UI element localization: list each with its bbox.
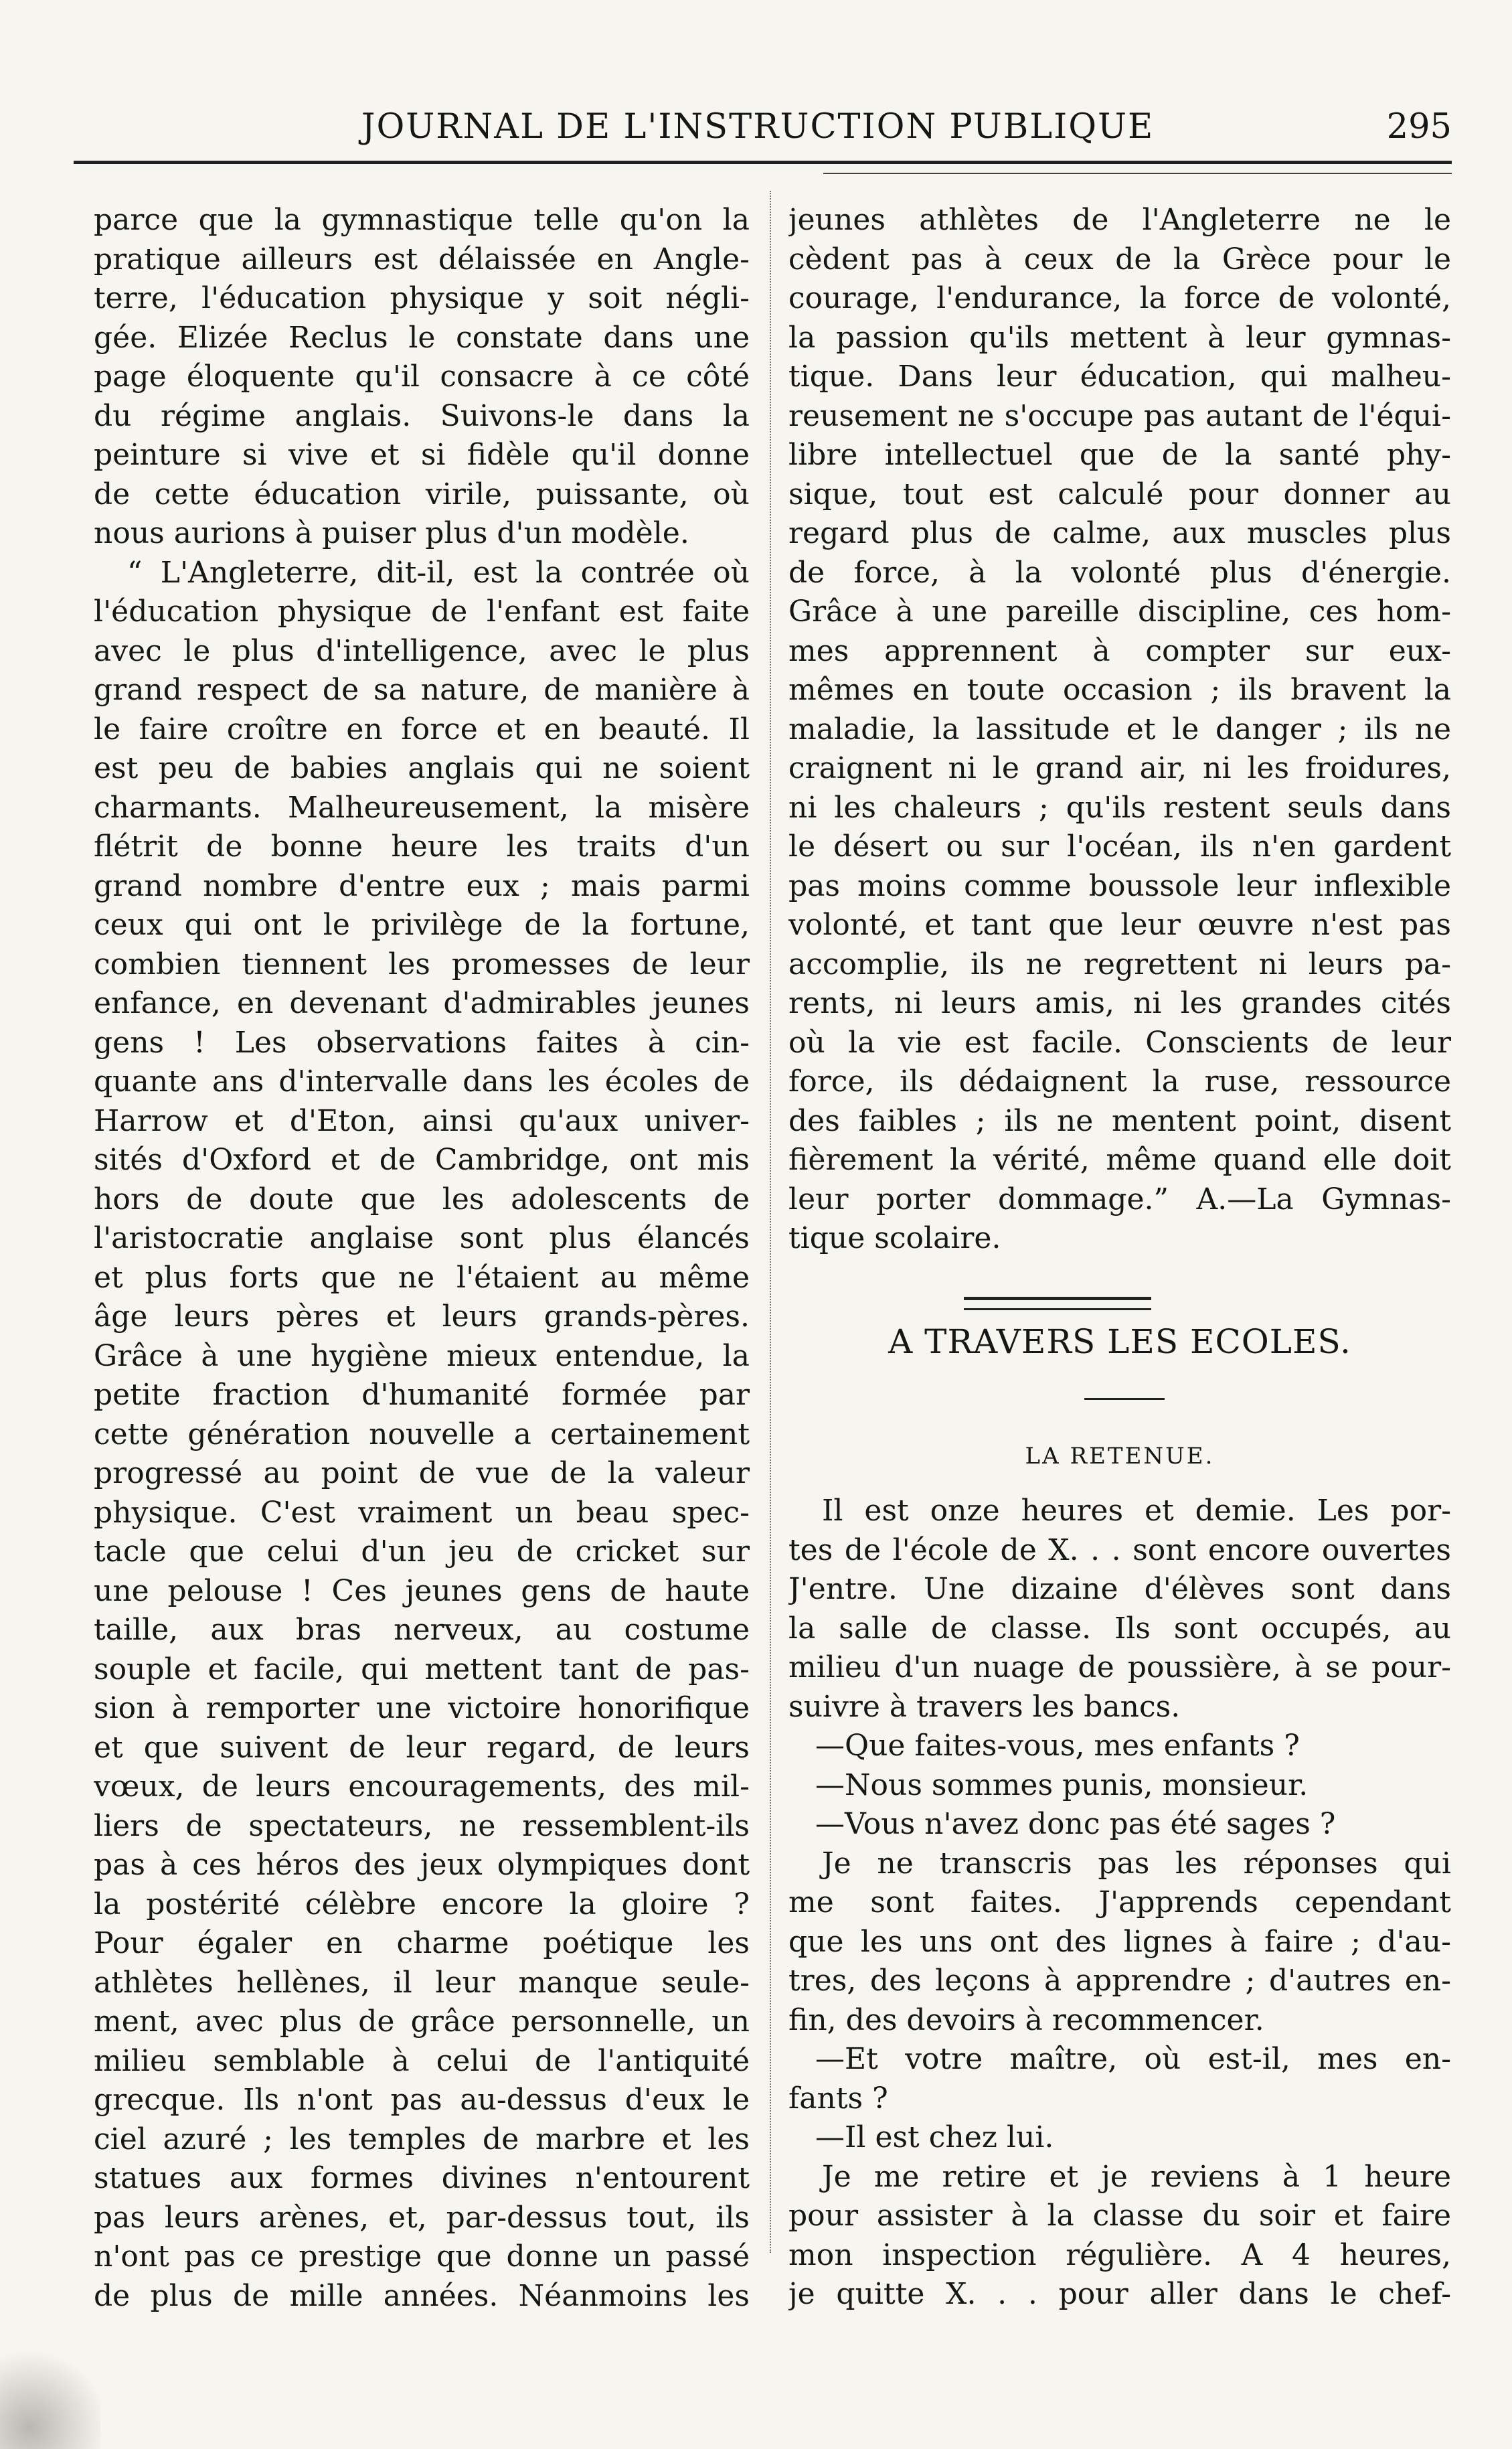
text-line: sique, tout est calculé pour donner au	[788, 477, 1451, 511]
left-column	[94, 201, 750, 2316]
text-line: des faibles ; ils ne mentent point, disent	[788, 1103, 1451, 1138]
text-line: fin, des devoirs à recommencer.	[788, 2002, 1264, 2037]
text-line: page éloquente qu'il consacre à ce côté	[94, 360, 750, 394]
text-line: le désert ou sur l'océan, ils n'en gardent	[788, 830, 1451, 864]
text-line: souple et facile, qui mettent tant de pas-	[94, 1652, 750, 1686]
text-line: cèdent pas à ceux de la Grèce pour le	[788, 242, 1451, 276]
text-line: pas à ces héros des jeux olympiques dont	[94, 1848, 750, 1882]
text-line: sités d'Oxford et de Cambridge, ont mis	[94, 1143, 750, 1177]
text-line: gens ! Les observations faites à cin-	[94, 1025, 750, 1060]
text-line: enfance, en devenant d'admirables jeunes	[94, 986, 750, 1020]
text-line: fants ?	[788, 2081, 888, 2116]
page-stain	[0, 2342, 100, 2449]
text-line: le faire croître en force et en beauté. Il	[94, 712, 750, 746]
text-line: quante ans d'intervalle dans les écoles de	[94, 1064, 750, 1099]
text-line: tres, des leçons à apprendre ; d'autres en-	[788, 1964, 1451, 1998]
text-line: pour assister à la classe du soir et faire	[788, 2199, 1451, 2233]
text-line: gée. Elizée Reclus le constate dans une	[94, 320, 750, 355]
text-line: me sont faites. J'apprends cependant	[788, 1885, 1451, 1919]
text-line: petite fraction d'humanité formée par	[94, 1378, 750, 1412]
text-line: mes apprennent à compter sur eux-	[788, 633, 1451, 668]
text-line: grand respect de sa nature, de manière à	[94, 673, 750, 707]
text-line: pratique ailleurs est délaissée en Angle-	[94, 242, 750, 276]
text-line: Grâce à une pareille discipline, ces hom-	[788, 595, 1451, 629]
text-line: n'ont pas ce prestige que donne un passé	[94, 2239, 750, 2274]
page-number: 295	[1386, 107, 1452, 147]
text-line: ni les chaleurs ; qu'ils restent seuls dans	[788, 790, 1451, 825]
column-divider	[770, 191, 771, 2253]
text-line: et plus forts que ne l'étaient au même	[94, 1260, 750, 1295]
text-line: force, ils dédaignent la ruse, ressource	[788, 1064, 1451, 1099]
section-title: A TRAVERS LES ECOLES.	[888, 1322, 1351, 1361]
text-line: la passion qu'ils mettent à leur gymnas-	[788, 320, 1451, 355]
text-line: —Vous n'avez donc pas été sages ?	[815, 1807, 1336, 1841]
text-line: ment, avec plus de grâce personnelle, un	[94, 2004, 750, 2039]
text-line: terre, l'éducation physique y soit négli-	[94, 281, 750, 315]
text-line: —Que faites-vous, mes enfants ?	[815, 1729, 1300, 1763]
text-line: Je ne transcris pas les réponses qui	[822, 1846, 1451, 1881]
text-line: la salle de classe. Ils sont occupés, au	[788, 1611, 1451, 1646]
text-line: —Il est chez lui.	[815, 2120, 1054, 2154]
text-line: athlètes hellènes, il leur manque seule-	[94, 1965, 750, 2000]
text-line: flétrit de bonne heure les traits d'un	[94, 830, 750, 864]
header-rule-thin	[823, 173, 1452, 174]
text-line: tes de l'école de X. . . sont encore ouvertes	[788, 1532, 1451, 1567]
text-line: craignent ni le grand air, ni les froidures,	[788, 751, 1451, 785]
text-line: vœux, de leurs encouragements, des mil-	[94, 1769, 750, 1804]
text-line: hors de doute que les adolescents de	[94, 1182, 750, 1216]
text-line: milieu d'un nuage de poussière, à se pour-	[788, 1650, 1451, 1684]
text-line: milieu semblable à celui de l'antiquité	[94, 2043, 750, 2078]
text-line: grand nombre d'entre eux ; mais parmi	[94, 868, 750, 903]
text-line: avec le plus d'intelligence, avec le plus	[94, 633, 750, 668]
text-line: Grâce à une hygiène mieux entendue, la	[94, 1338, 750, 1373]
right-column-top	[788, 201, 1451, 1259]
text-line: de force, à la volonté plus d'énergie.	[788, 555, 1451, 590]
text-line: jeunes athlètes de l'Angleterre ne le	[788, 203, 1451, 237]
text-line: reusement ne s'occupe pas autant de l'équi-	[788, 398, 1451, 433]
page-header	[87, 100, 1452, 161]
text-line: suivre à travers les bancs.	[788, 1689, 1181, 1724]
right-column-bottom	[788, 1492, 1451, 2314]
text-line: fièrement la vérité, même quand elle doit	[788, 1143, 1451, 1177]
section-subtitle: LA RETENUE.	[1025, 1443, 1215, 1470]
text-line: charmants. Malheureusement, la misère	[94, 790, 750, 825]
text-line: tique. Dans leur éducation, qui malheu-	[788, 360, 1451, 394]
text-line: grecque. Ils n'ont pas au-dessus d'eux le	[94, 2083, 750, 2117]
text-line: tique scolaire.	[788, 1221, 1001, 1255]
header-rule	[74, 161, 1452, 164]
text-line: J'entre. Une dizaine d'élèves sont dans	[788, 1572, 1451, 1606]
section-title-rule	[1084, 1398, 1165, 1400]
text-line: pas moins comme boussole leur inflexible	[788, 868, 1451, 903]
text-line: de cette éducation virile, puissante, où	[94, 477, 750, 511]
text-line: où la vie est facile. Conscients de leur	[788, 1025, 1451, 1060]
text-line: accomplie, ils ne regrettent ni leurs pa-	[788, 947, 1451, 981]
text-line: volonté, et tant que leur œuvre n'est pas	[788, 908, 1451, 942]
text-line: que les uns ont des lignes à faire ; d'au-	[788, 1924, 1451, 1959]
text-line: de plus de mille années. Néanmoins les	[94, 2278, 750, 2313]
text-line: —Nous sommes punis, monsieur.	[815, 1767, 1309, 1802]
text-line: maladie, la lassitude et le danger ; ils ne	[788, 712, 1451, 746]
text-line: je quitte X. . . pour aller dans le chef-	[788, 2277, 1451, 2311]
text-line: mêmes en toute occasion ; ils bravent la	[788, 673, 1451, 707]
text-line: pas leurs arènes, et, par-dessus tout, ils	[94, 2200, 750, 2235]
text-line: l'éducation physique de l'enfant est faite	[94, 595, 750, 629]
text-line: nous aurions à puiser plus d'un modèle.	[94, 516, 689, 550]
text-line: âge leurs pères et leurs grands-pères.	[94, 1299, 750, 1334]
text-line: ciel azuré ; les temples de marbre et les	[94, 2122, 750, 2156]
text-line: ceux qui ont le privilège de la fortune,	[94, 908, 750, 942]
text-line: Pour égaler en charme poétique les	[94, 1926, 750, 1960]
text-line: une pelouse ! Ces jeunes gens de haute	[94, 1573, 750, 1608]
text-line: combien tiennent les promesses de leur	[94, 947, 750, 981]
text-line: statues aux formes divines n'entourent	[94, 2161, 750, 2195]
text-line: courage, l'endurance, la force de volonté,	[788, 281, 1451, 315]
text-line: la postérité célèbre encore la gloire ?	[94, 1887, 750, 1921]
running-head: JOURNAL DE L'INSTRUCTION PUBLIQUE	[361, 107, 1155, 147]
text-line: tacle que celui d'un jeu de cricket sur	[94, 1534, 750, 1569]
text-line: libre intellectuel que de la santé phy-	[788, 438, 1451, 472]
text-line: mon inspection régulière. A 4 heures,	[788, 2237, 1451, 2272]
text-line: rents, ni leurs amis, ni les grandes cités	[788, 986, 1451, 1020]
text-line: leur porter dommage.” A.—La Gymnas-	[788, 1182, 1451, 1216]
text-line: peinture si vive et si fidèle qu'il donne	[94, 438, 750, 472]
text-line: regard plus de calme, aux muscles plus	[788, 516, 1451, 550]
text-line: physique. C'est vraiment un beau spec-	[94, 1495, 750, 1530]
text-line: progressé au point de vue de la valeur	[94, 1456, 750, 1490]
text-line: taille, aux bras nerveux, au costume	[94, 1613, 750, 1647]
text-line: cette génération nouvelle a certainement	[94, 1417, 750, 1451]
text-line: “ L'Angleterre, dit-il, est la contrée où	[127, 555, 750, 590]
text-line: Je me retire et je reviens à 1 heure	[822, 2159, 1451, 2194]
text-line: sion à remporter une victoire honorifique	[94, 1691, 750, 1725]
text-line: et que suivent de leur regard, de leurs	[94, 1730, 750, 1765]
text-line: est peu de babies anglais qui ne soient	[94, 751, 750, 785]
text-line: du régime anglais. Suivons-le dans la	[94, 398, 750, 433]
text-line: Harrow et d'Eton, ainsi qu'aux univer-	[94, 1103, 750, 1138]
text-line: l'aristocratie anglaise sont plus élancés	[94, 1221, 750, 1255]
text-line: parce que la gymnastique telle qu'on la	[94, 203, 750, 237]
text-line: —Et votre maître, où est-il, mes en-	[815, 2042, 1451, 2076]
text-line: liers de spectateurs, ne ressemblent-ils	[94, 1808, 750, 1843]
section-separator-rule	[964, 1297, 1151, 1310]
text-line: Il est onze heures et demie. Les por-	[822, 1494, 1451, 1528]
